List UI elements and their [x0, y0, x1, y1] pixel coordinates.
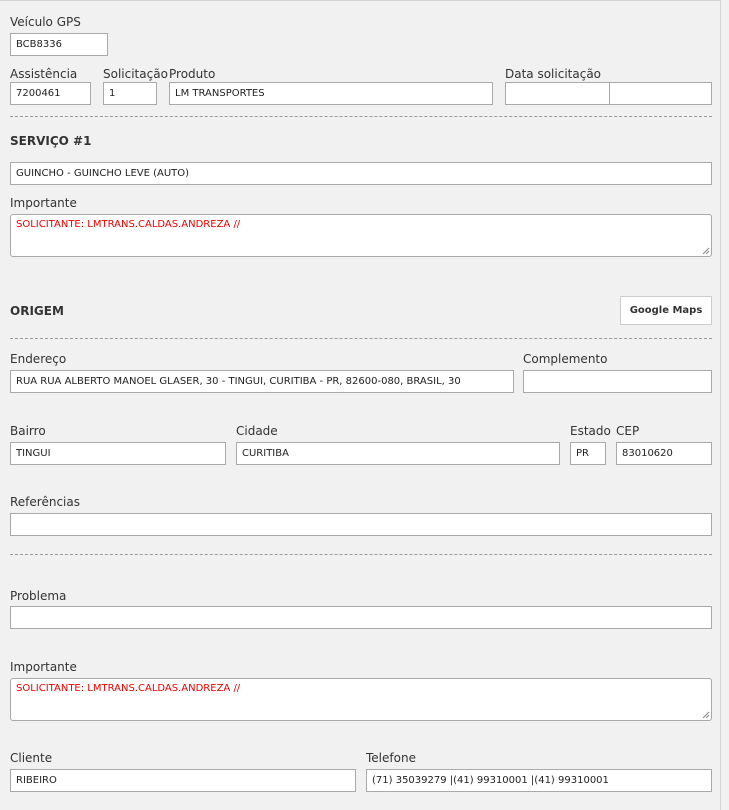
importante-textarea[interactable]: [10, 214, 712, 257]
servico-input[interactable]: GUINCHO - GUINCHO LEVE (AUTO): [10, 162, 712, 185]
cep-input[interactable]: 83010620: [616, 442, 712, 465]
cidade-label: Cidade: [236, 424, 278, 438]
bairro-label: Bairro: [10, 424, 46, 438]
origem-heading: ORIGEM: [10, 304, 64, 318]
data-solicitacao-date-input[interactable]: [505, 82, 610, 105]
complemento-input[interactable]: [523, 370, 712, 393]
problema-input[interactable]: [10, 606, 712, 629]
produto-label: Produto: [169, 67, 216, 81]
solicitacao-label: Solicitação: [103, 67, 168, 81]
divider: [10, 338, 712, 339]
resize-grip-icon[interactable]: [702, 711, 710, 719]
produto-input[interactable]: LM TRANSPORTES: [169, 82, 493, 105]
endereco-label: Endereço: [10, 352, 67, 366]
importante-label: Importante: [10, 196, 77, 210]
data-solicitacao-time-input[interactable]: [609, 82, 712, 105]
complemento-label: Complemento: [523, 352, 608, 366]
telefone-label: Telefone: [366, 751, 416, 765]
estado-label: Estado: [570, 424, 611, 438]
importante-textarea-2[interactable]: [10, 678, 712, 721]
importante-text-2: SOLICITANTE: LMTRANS.CALDAS.ANDREZA //: [16, 683, 241, 694]
cep-label: CEP: [616, 424, 640, 438]
bairro-input[interactable]: TINGUI: [10, 442, 226, 465]
resize-grip-icon[interactable]: [702, 247, 710, 255]
endereco-input[interactable]: RUA RUA ALBERTO MANOEL GLASER, 30 - TINGUI, CURITIBA - PR, 82600-080, BRASIL, 30: [10, 370, 514, 393]
importante-text: SOLICITANTE: LMTRANS.CALDAS.ANDREZA //: [16, 219, 241, 230]
assistencia-label: Assistência: [10, 67, 78, 81]
referencias-label: Referências: [10, 495, 80, 509]
veiculo-gps-input[interactable]: BCB8336: [10, 33, 108, 56]
referencias-input[interactable]: [10, 513, 712, 536]
cidade-input[interactable]: CURITIBA: [236, 442, 560, 465]
servico-heading: SERVIÇO #1: [10, 134, 92, 148]
google-maps-button[interactable]: Google Maps: [620, 296, 712, 325]
cliente-label: Cliente: [10, 751, 53, 765]
veiculo-gps-label: Veículo GPS: [10, 15, 81, 29]
telefone-input[interactable]: (71) 35039279 |(41) 99310001 |(41) 99310001: [366, 769, 712, 792]
divider: [10, 116, 712, 117]
estado-input[interactable]: PR: [570, 442, 606, 465]
cliente-input[interactable]: RIBEIRO: [10, 769, 356, 792]
solicitacao-input[interactable]: 1: [103, 82, 157, 105]
problema-label: Problema: [10, 589, 67, 603]
data-solicitacao-label: Data solicitação: [505, 67, 602, 81]
divider: [10, 554, 712, 555]
importante-label-2: Importante: [10, 660, 77, 674]
assistencia-input[interactable]: 7200461: [10, 82, 91, 105]
